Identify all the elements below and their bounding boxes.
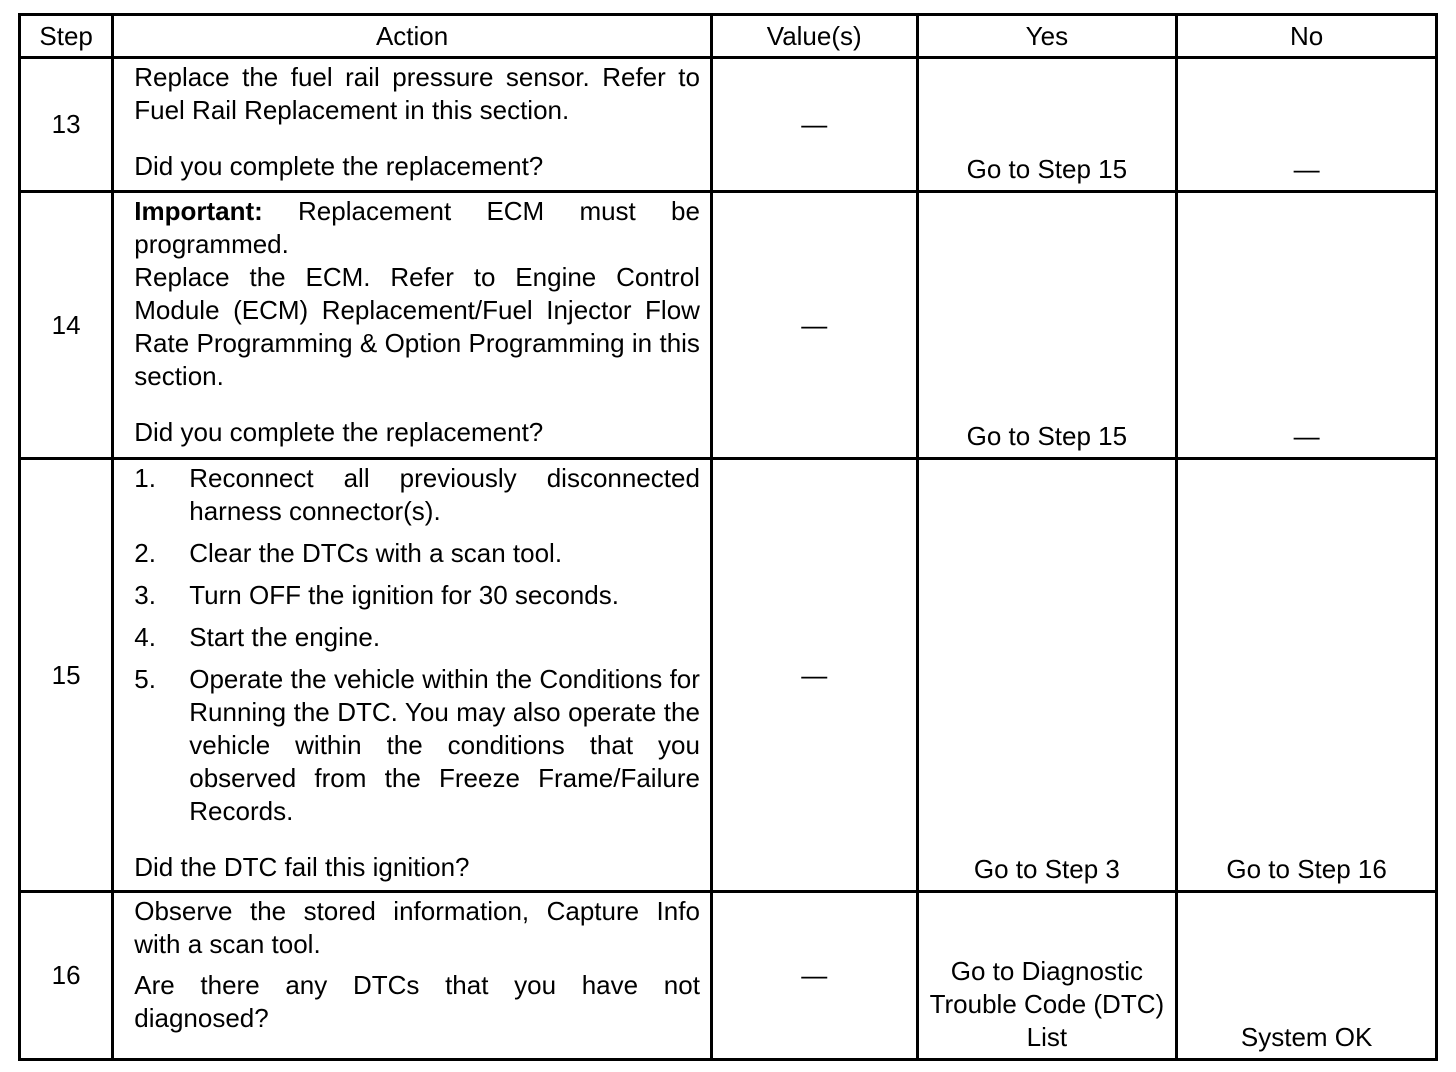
- no-cell: System OK: [1177, 892, 1437, 1060]
- important-text: Replacement ECM must be programmed.: [134, 196, 700, 259]
- no-cell: —: [1177, 58, 1437, 192]
- procedure-item-text: Reconnect all previously disconnected harness connector(s).: [189, 463, 700, 526]
- table-row-step-15: [20, 459, 1437, 892]
- yes-cell: Go to Step 15: [917, 58, 1177, 192]
- procedure-item: [134, 663, 700, 828]
- procedure-item: [134, 621, 700, 654]
- no-cell: Go to Step 16: [1177, 459, 1437, 892]
- step-number: 13: [20, 58, 113, 192]
- header-row: [20, 15, 1437, 58]
- procedure-item-number: 5.: [134, 664, 156, 694]
- table-row-step-14: [20, 192, 1437, 459]
- step-number: 15: [20, 459, 113, 892]
- action-question: Are there any DTCs that you have not diagnosed?: [134, 970, 700, 1033]
- procedure-item-number: 4.: [134, 622, 156, 652]
- action-text: Observe the stored information, Capture Info with a scan tool.: [134, 896, 700, 959]
- action-cell: [113, 58, 712, 192]
- header-no: No: [1177, 15, 1437, 58]
- action-question: Did you complete the replacement?: [134, 151, 544, 181]
- procedure-item-text: Start the engine.: [189, 622, 381, 652]
- header-values: Value(s): [711, 15, 917, 58]
- header-step: Step: [20, 15, 113, 58]
- procedure-item-number: 2.: [134, 538, 156, 568]
- important-note: [134, 195, 700, 261]
- action-cell: [113, 459, 712, 892]
- value-cell: —: [711, 892, 917, 1060]
- table-row-step-16: [20, 892, 1437, 1060]
- header-yes: Yes: [917, 15, 1177, 58]
- header-action: Action: [113, 15, 712, 58]
- diagnostic-table-page: [18, 13, 1438, 1060]
- table-row-step-13: [20, 58, 1437, 192]
- value-cell: —: [711, 58, 917, 192]
- value-cell: —: [711, 459, 917, 892]
- procedure-list: [134, 462, 700, 828]
- yes-cell: Go to Diagnostic Trouble Code (DTC) List: [917, 892, 1177, 1060]
- procedure-item-number: 1.: [134, 463, 156, 493]
- action-cell: [113, 192, 712, 459]
- yes-cell: Go to Step 3: [917, 459, 1177, 892]
- no-cell: —: [1177, 192, 1437, 459]
- procedure-item: [134, 537, 700, 570]
- step-number: 14: [20, 192, 113, 459]
- important-label: Important:: [134, 196, 263, 226]
- diagnostic-table: [18, 13, 1438, 1061]
- action-cell: [113, 892, 712, 1060]
- procedure-item-text: Clear the DTCs with a scan tool.: [189, 538, 563, 568]
- procedure-item: [134, 579, 700, 612]
- procedure-item-text: Operate the vehicle within the Conditions for Running the DTC. You may also operate the vehicle within the conditions that you observed from the Freeze Frame/Failure Records.: [189, 664, 700, 826]
- step-number: 16: [20, 892, 113, 1060]
- action-text: Replace the fuel rail pressure sensor. Refer to Fuel Rail Replacement in this section.: [134, 62, 700, 125]
- value-cell: —: [711, 192, 917, 459]
- procedure-item: [134, 462, 700, 528]
- procedure-item-text: Turn OFF the ignition for 30 seconds.: [189, 580, 619, 610]
- action-text: Replace the ECM. Refer to Engine Control Module (ECM) Replacement/Fuel Injector Flow Rate Programming & Option Programming in this section.: [134, 262, 700, 391]
- procedure-item-number: 3.: [134, 580, 156, 610]
- action-question: Did the DTC fail this ignition?: [134, 852, 470, 882]
- action-question: Did you complete the replacement?: [134, 417, 544, 447]
- yes-cell: Go to Step 15: [917, 192, 1177, 459]
